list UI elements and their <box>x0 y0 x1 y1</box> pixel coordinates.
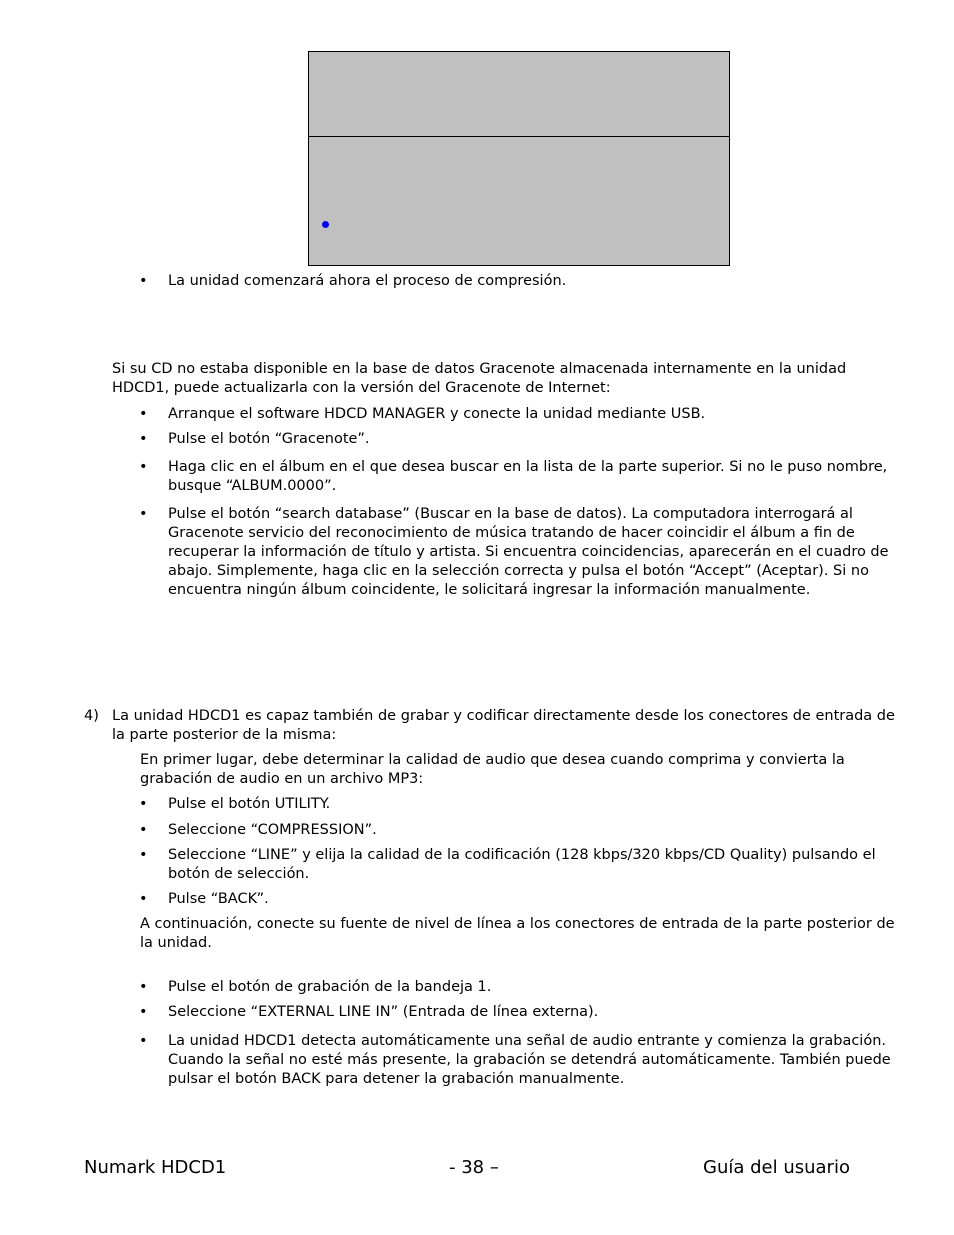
bullet-text: Seleccione “EXTERNAL LINE IN” (Entrada de línea externa). <box>168 1004 599 1020</box>
bullet-mark: • <box>139 459 148 475</box>
quality-intro: En primer lugar, debe determinar la calidad de audio que desea cuando comprima y convierta la grabación de audio en un archivo MP3: <box>140 752 845 787</box>
screen-illustration-box <box>308 51 730 266</box>
bullet-mark: • <box>139 431 148 447</box>
bullet-text: Seleccione “COMPRESSION”. <box>168 822 377 838</box>
gracenote-intro: Si su CD no estaba disponible en la base de datos Gracenote almacenada internamente en la unidad HDCD1, puede actualizarla con la versión del Gracenote de Internet: <box>112 361 847 396</box>
bullet-mark: • <box>139 822 148 838</box>
bullet-text: Pulse el botón “search database” (Buscar en la base de datos). La computadora interrogará al Gracenote servicio del reconocimiento de música tratando de hacer coincidir el álbum a fin de recuperar la información de título y artista. Si encuentra coincidencias, aparecerán en el cuadro de abajo. Simplemente, haga clic en la selección correcta y pulsa el botón “Accept” (Aceptar). Si no encuentra ningún álbum coincidente, le solicitará ingresar la información manualmente. <box>168 506 889 598</box>
bullet-text: Haga clic en el álbum en el que desea buscar en la lista de la parte superior. Si no le puso nombre, busque “ALBUM.0000”. <box>168 459 888 494</box>
footer-page-number: - 38 – <box>449 1157 499 1178</box>
bullet-mark: • <box>139 506 148 522</box>
bullet-text: Pulse el botón “Gracenote”. <box>168 431 370 447</box>
bullet-mark: • <box>139 273 148 289</box>
bullet-text: Seleccione “LINE” y elija la calidad de la codificación (128 kbps/320 kbps/CD Quality) pulsando el botón de selección. <box>168 847 876 882</box>
section-text: La unidad HDCD1 es capaz también de grabar y codificar directamente desde los conectores de entrada de la parte posterior de la misma: <box>112 708 895 743</box>
bullet-text: Arranque el software HDCD MANAGER y conecte la unidad mediante USB. <box>168 406 706 422</box>
bullet-mark: • <box>139 1004 148 1020</box>
bullet-text: Pulse “BACK”. <box>168 891 269 907</box>
bullet-mark: • <box>139 796 148 812</box>
blue-bullet-dot <box>322 221 329 228</box>
footer-guide-title: Guía del usuario <box>703 1157 850 1178</box>
box-divider <box>309 136 729 137</box>
bullet-text: La unidad HDCD1 detecta automáticamente una señal de audio entrante y comienza la grabación. Cuando la señal no esté más presente, la grabación se detendrá automáticamente. También puede pulsar el botón BACK para detener la grabación manualmente. <box>168 1033 891 1087</box>
bullet-mark: • <box>139 1033 148 1049</box>
bullet-mark: • <box>139 847 148 863</box>
bullet-mark: • <box>139 406 148 422</box>
connect-text: A continuación, conecte su fuente de nivel de línea a los conectores de entrada de la parte posterior de la unidad. <box>140 916 895 951</box>
bullet-mark: • <box>139 891 148 907</box>
bullet-text: Pulse el botón de grabación de la bandeja 1. <box>168 979 492 995</box>
footer-product-name: Numark HDCD1 <box>84 1157 227 1178</box>
bullet-text: La unidad comenzará ahora el proceso de compresión. <box>168 273 567 289</box>
bullet-text: Pulse el botón UTILITY. <box>168 796 331 812</box>
bullet-mark: • <box>139 979 148 995</box>
section-number: 4) <box>84 708 99 724</box>
